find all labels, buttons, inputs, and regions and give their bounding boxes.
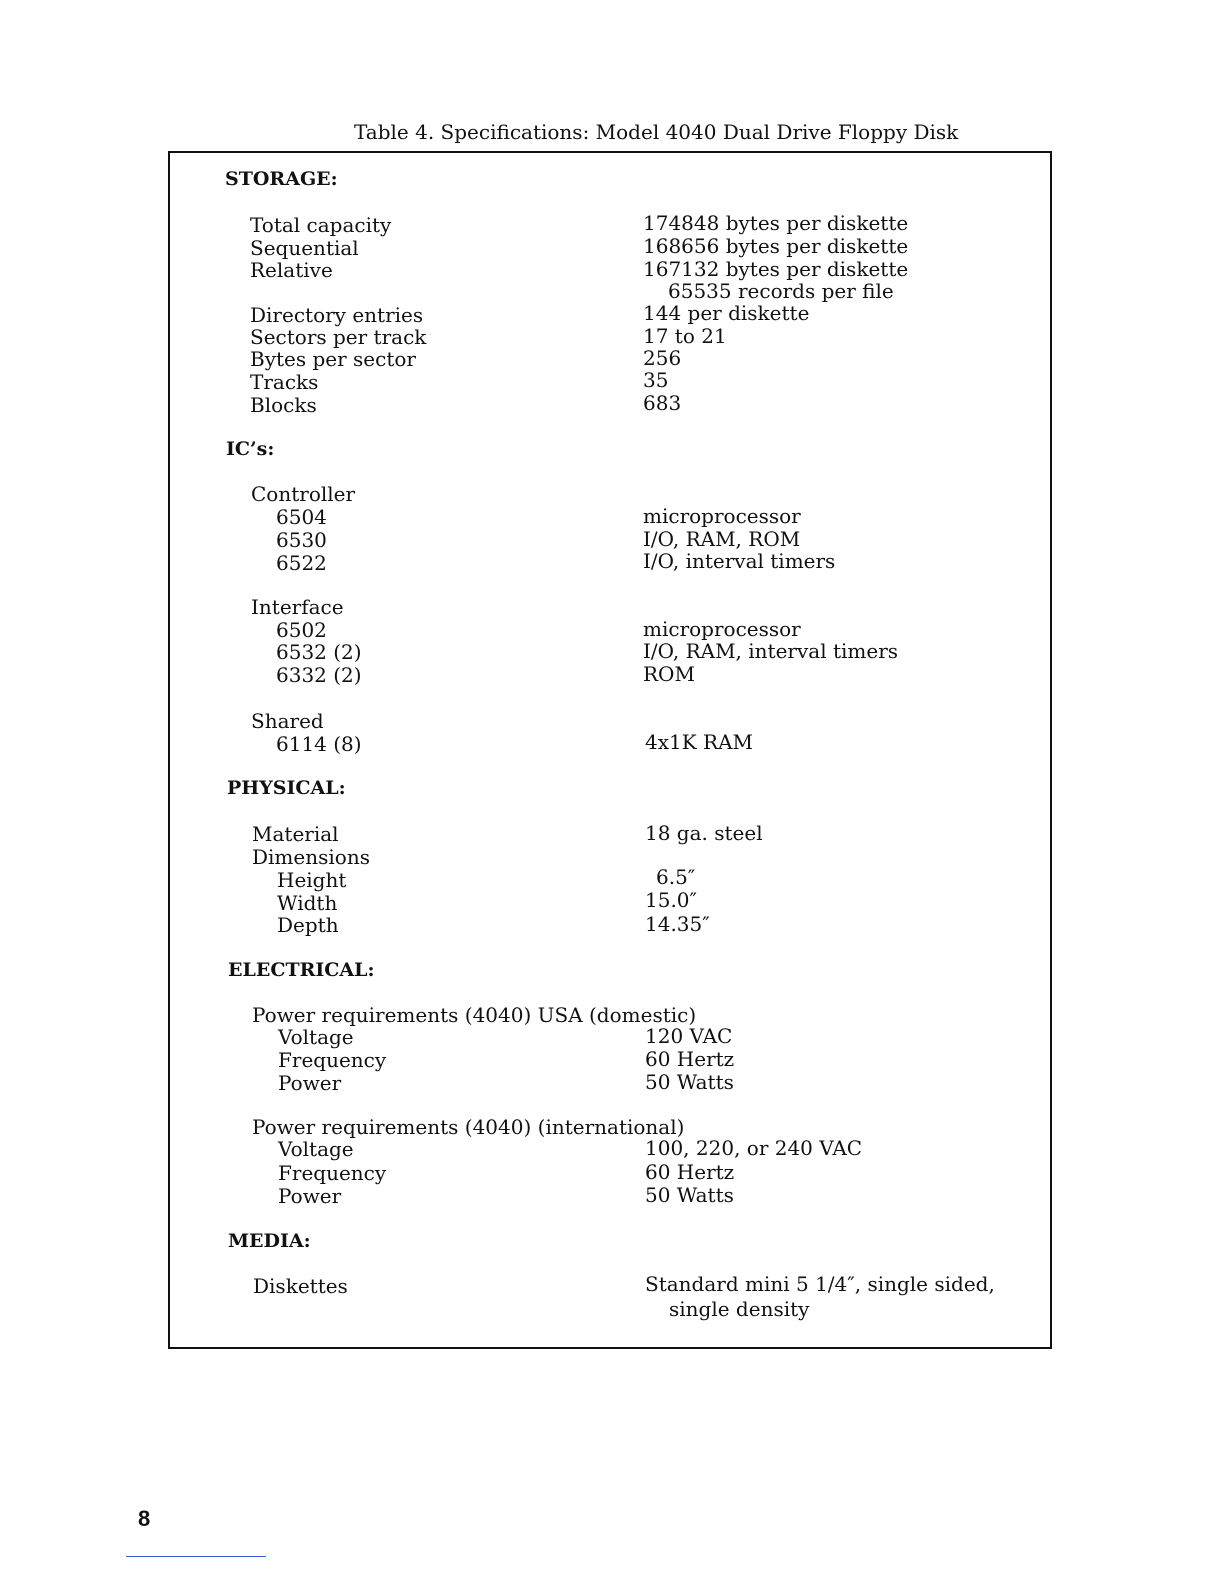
spec-subheading: Power requirements (4040) USA (domestic) [252,1003,697,1027]
spec-label: Frequency [278,1048,387,1072]
spec-value: 100, 220, or 240 VAC [645,1136,863,1160]
spec-label: Directory entries [250,303,424,327]
spec-value: 14.35″ [645,912,710,936]
spec-value: 60 Hertz [645,1047,735,1071]
spec-label: Depth [277,913,339,937]
spec-value: 65535 records per file [668,279,894,303]
spec-value: Standard mini 5 1/4″, single sided, [645,1272,995,1296]
spec-value: microprocessor [643,504,801,528]
page-number: 8 [138,1506,151,1531]
physical-heading: PHYSICAL: [227,777,346,799]
spec-label: Controller [251,482,356,506]
spec-value: 35 [643,368,669,392]
spec-value: 256 [643,346,682,370]
spec-label: Voltage [278,1137,354,1161]
spec-label: Diskettes [253,1274,348,1298]
spec-label: 6114 (8) [276,732,362,756]
spec-label: 6504 [276,505,327,529]
spec-value: 15.0″ [645,888,698,912]
spec-value: 174848 bytes per diskette [643,211,909,235]
spec-value: 50 Watts [645,1070,734,1094]
media-heading: MEDIA: [228,1230,311,1252]
spec-value: 120 VAC [645,1024,733,1048]
spec-value: I/O, RAM, interval timers [643,639,899,663]
table-caption: Table 4. Specifications: Model 4040 Dual Drive Floppy Disk [354,120,959,144]
spec-value: 167132 bytes per diskette [643,257,909,281]
spec-value: 144 per diskette [643,301,810,325]
spec-label: Total capacity [250,213,392,237]
spec-value: 18 ga. steel [645,821,763,845]
spec-label: Material [252,822,339,846]
spec-value: ROM [643,662,695,686]
spec-value: I/O, interval timers [643,549,836,573]
spec-label: Shared [251,709,324,733]
spec-value: 4x1K RAM [645,730,754,754]
spec-value: 17 to 21 [643,324,727,348]
spec-label: Frequency [278,1161,387,1185]
spec-label: Blocks [250,393,317,417]
spec-label: 6522 [276,551,327,575]
spec-label: 6532 (2) [276,640,362,664]
ics-heading: IC’s: [226,438,275,460]
footer-rule [126,1556,266,1557]
spec-value: I/O, RAM, ROM [643,527,801,551]
spec-value: 683 [643,391,682,415]
spec-label: Power [278,1071,342,1095]
spec-label: Bytes per sector [250,347,416,371]
spec-label: Sequential [250,236,359,260]
spec-label: 6530 [276,528,327,552]
spec-label: Relative [250,258,333,282]
spec-value: 168656 bytes per diskette [643,234,909,258]
spec-label: Tracks [250,370,319,394]
electrical-heading: ELECTRICAL: [228,959,375,981]
spec-label: Interface [251,595,344,619]
spec-value: 6.5″ [656,865,696,889]
spec-label: 6332 (2) [276,663,362,687]
spec-value: microprocessor [643,617,801,641]
spec-label: Voltage [278,1025,354,1049]
spec-value: 60 Hertz [645,1160,735,1184]
spec-label: 6502 [276,618,327,642]
spec-value: single density [669,1297,810,1321]
spec-label: Dimensions [252,845,370,869]
spec-subheading: Power requirements (4040) (international) [252,1115,685,1139]
spec-value: 50 Watts [645,1183,734,1207]
spec-label: Sectors per track [250,325,427,349]
spec-label: Width [277,891,338,915]
spec-label: Power [278,1184,342,1208]
spec-label: Height [277,868,347,892]
storage-heading: STORAGE: [225,168,338,190]
